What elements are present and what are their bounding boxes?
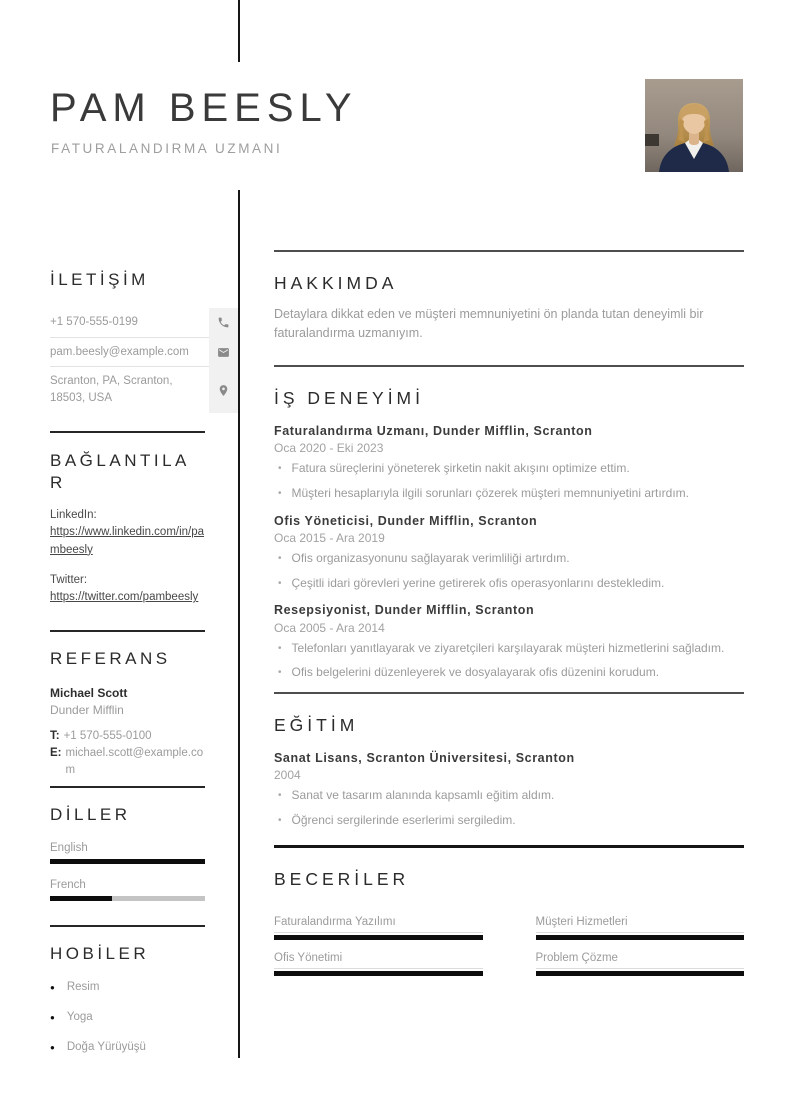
divider — [274, 692, 744, 694]
skill-name: Faturalandırma Yazılımı — [274, 916, 483, 933]
section-contact — [50, 269, 205, 413]
hobby-item — [50, 1041, 205, 1053]
person-job-title: FATURALANDIRMA UZMANI — [51, 141, 283, 156]
reference-email-line — [50, 745, 205, 778]
links-heading: BAĞLANTILAR — [50, 451, 190, 493]
job-dates: Oca 2020 - Eki 2023 — [274, 441, 384, 456]
job-bullets — [274, 551, 744, 591]
job-bullet — [274, 641, 744, 657]
skill-name: Problem Çözme — [536, 952, 745, 969]
reference-heading: REFERANS — [50, 649, 171, 668]
twitter-link[interactable]: https://twitter.com/pambeesly — [50, 591, 199, 604]
skill-item — [536, 952, 745, 976]
education-bullet — [274, 813, 744, 829]
contact-phone: +1 570-555-0199 — [50, 308, 209, 338]
reference-company: Dunder Mifflin — [50, 702, 124, 717]
person-name: PAM BEESLY — [50, 86, 358, 130]
divider — [50, 786, 205, 788]
reference-name: Michael Scott — [50, 686, 128, 701]
hobby-item — [50, 981, 205, 993]
skill-item — [274, 952, 483, 976]
education-dates: 2004 — [274, 768, 301, 783]
divider — [274, 365, 744, 367]
job-bullets — [274, 461, 744, 501]
divider — [274, 250, 744, 252]
section-languages — [50, 786, 205, 901]
about-text: Detaylara dikkat eden ve müşteri memnuniyetini ön planda tutan deneyimli bir faturalandırma uzmanıyım. — [274, 307, 704, 341]
job-bullet — [274, 551, 744, 567]
job-bullet-text: • Ofis belgelerini düzenleyerek ve dosyalayarak ofis düzenini korudum. — [291, 665, 660, 680]
job-bullet — [274, 486, 744, 502]
skill-name: Müşteri Hizmetleri — [536, 916, 745, 933]
job-entry — [274, 513, 744, 592]
skill-bar-track — [274, 971, 483, 976]
language-bar-fill — [50, 859, 205, 864]
contact-address: Scranton, PA, Scranton, 18503, USA — [50, 375, 173, 405]
about-heading: HAKKIMDA — [274, 273, 398, 293]
hobby-list — [50, 981, 205, 1053]
skill-name: Ofis Yönetimi — [274, 952, 483, 969]
hobbies-heading: HOBİLER — [50, 944, 150, 963]
education-entry — [274, 750, 744, 829]
reference-phone: +1 570-555-0100 — [63, 729, 152, 742]
reference-phone-line — [50, 728, 205, 745]
language-name: French — [50, 879, 86, 892]
job-bullet-text: • Müşteri hesaplarıyla ilgili sorunları çözerek müşteri memnuniyetini artırdım. — [291, 486, 689, 501]
skill-item — [274, 916, 483, 940]
section-hobbies — [50, 925, 205, 1071]
contact-email: pam.beesly@example.com — [50, 338, 209, 368]
hobby-label: ● Resim — [66, 981, 100, 994]
divider — [50, 431, 205, 433]
divider — [50, 925, 205, 927]
profile-photo — [645, 79, 743, 172]
skill-bar-track — [536, 971, 745, 976]
envelope-icon — [209, 346, 238, 359]
vertical-rule-main — [238, 190, 240, 1058]
language-name: English — [50, 842, 88, 855]
job-bullets — [274, 641, 744, 681]
job-bullet-text: • Çeşitli idari görevleri yerine getirerek ofis operasyonlarını destekledim. — [291, 575, 665, 590]
language-bar-track — [50, 859, 205, 864]
language-item — [50, 842, 205, 864]
skill-bar-track — [274, 935, 483, 940]
divider — [274, 845, 744, 848]
job-bullet — [274, 461, 744, 477]
job-entry — [274, 423, 744, 502]
education-bullet — [274, 788, 744, 804]
phone-icon — [209, 316, 238, 329]
skill-item — [536, 916, 745, 940]
skill-bar-fill — [274, 935, 483, 940]
skill-bar-fill — [536, 971, 745, 976]
job-title: Ofis Yöneticisi, Dunder Mifflin, Scranton — [274, 513, 538, 528]
contact-row-phone — [50, 308, 238, 338]
languages-heading: DİLLER — [50, 805, 131, 824]
skill-bar-fill — [536, 935, 745, 940]
section-skills — [274, 845, 744, 976]
job-bullet-text: • Fatura süreçlerini yöneterek şirketin nakit akışını optimize ettim. — [291, 461, 630, 476]
skills-grid — [274, 916, 744, 976]
location-icon — [209, 384, 238, 397]
reference-phone-label: T: — [50, 729, 60, 742]
job-bullet-text: • Telefonları yanıtlayarak ve ziyaretçileri karşılayarak müşteri hizmetlerini sağladım. — [291, 640, 725, 655]
job-bullet — [274, 665, 744, 681]
job-bullet-text: • Ofis organizasyonunu sağlayarak verimliliği artırdım. — [291, 551, 570, 566]
hobby-label: ● Doğa Yürüyüşü — [66, 1041, 146, 1054]
job-bullet — [274, 576, 744, 592]
section-about — [274, 250, 744, 344]
hobby-label: ● Yoga — [66, 1011, 93, 1024]
language-bar-track — [50, 896, 205, 901]
skill-bar-track — [536, 935, 745, 940]
education-bullet-text: • Öğrenci sergilerinde eserlerimi sergiledim. — [291, 813, 516, 828]
section-education — [274, 692, 744, 838]
contact-heading: İLETİŞİM — [50, 270, 149, 289]
link-label-twitter: Twitter: — [50, 573, 88, 586]
skills-heading: BECERİLER — [274, 869, 410, 889]
job-dates: Oca 2005 - Ara 2014 — [274, 620, 385, 635]
skill-bar-fill — [274, 971, 483, 976]
education-heading: EĞİTİM — [274, 715, 359, 735]
experience-heading: İŞ DENEYİMİ — [274, 388, 424, 408]
contact-row-email — [50, 338, 238, 368]
language-bar-fill — [50, 896, 112, 901]
job-title: Resepsiyonist, Dunder Mifflin, Scranton — [274, 603, 535, 618]
link-label-linkedin: LinkedIn: — [50, 509, 97, 522]
reference-email: michael.scott@example.com — [65, 747, 204, 777]
contact-list — [50, 308, 238, 413]
job-entry — [274, 602, 744, 681]
language-item — [50, 879, 205, 901]
divider — [50, 630, 205, 632]
section-links — [50, 431, 205, 606]
hobby-item — [50, 1011, 205, 1023]
job-title: Faturalandırma Uzmanı, Dunder Mifflin, Scranton — [274, 424, 593, 438]
education-title: Sanat Lisans, Scranton Üniversitesi, Scranton — [274, 751, 575, 765]
linkedin-link[interactable]: https://www.linkedin.com/in/pambeesly — [50, 526, 205, 556]
job-dates: Oca 2015 - Ara 2019 — [274, 530, 385, 545]
section-reference — [50, 630, 205, 779]
contact-row-address — [50, 367, 238, 412]
education-bullets — [274, 788, 744, 828]
section-experience — [274, 365, 744, 690]
vertical-rule-top — [238, 0, 240, 62]
education-bullet-text: • Sanat ve tasarım alanında kapsamlı eğitim aldım. — [291, 788, 555, 803]
reference-email-label: E: — [50, 747, 62, 760]
